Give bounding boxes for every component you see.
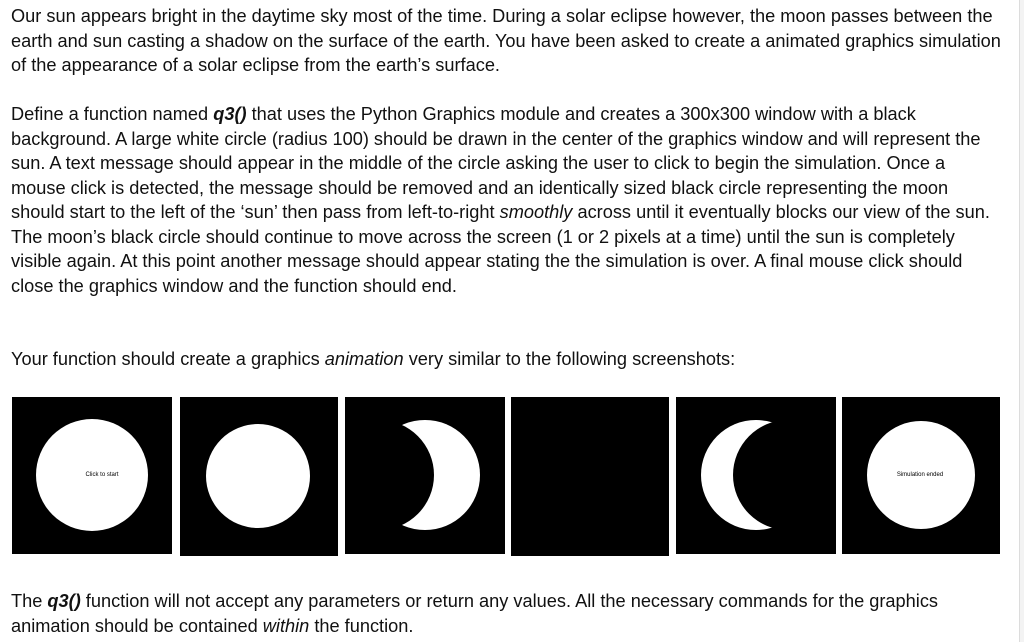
screenshot-total-eclipse [511, 397, 669, 556]
definition-paragraph [11, 102, 1001, 298]
final-text-2: function will not accept any parameters or return any values. All the necessary commands for the graphics animation should be contained [11, 591, 939, 636]
definition-text-3: across until it eventually blocks our view of the sun. The moon’s black circle should continue to move across the screen (1 or 2 pixels at a time) until the sun is completely visible again. At this point another message should appear stating the the simulation is over. A final mouse click should close the graphics window and the function should end. [11, 202, 990, 296]
final-text-1: The [11, 591, 48, 611]
screenshot-click-to-start [12, 397, 172, 554]
animation-text-2: very similar to the following screenshots: [403, 349, 736, 369]
intro-paragraph: Our sun appears bright in the daytime sky most of the time. During a solar eclipse however, the moon passes between the earth and sun casting a shadow on the surface of the earth. You have been asked to create a animated graphics simulation of the appearance of a solar eclipse from the earth’s surface. [11, 6, 1001, 75]
page-edge [1019, 0, 1024, 642]
screenshot-full-sun [180, 397, 338, 556]
screenshot-moon-entering [345, 397, 505, 554]
screenshot-moon-leaving [676, 397, 836, 554]
definition-text-1: Define a function named [11, 104, 214, 124]
final-paragraph [11, 589, 1001, 638]
screenshot-simulation-ended [842, 397, 1000, 554]
final-text-3: the function. [309, 615, 414, 636]
simulation-ended-label: Simulation ended [896, 472, 944, 478]
smoothly-emphasis: smoothly [499, 202, 573, 222]
function-name: q3() [213, 104, 247, 124]
sun-circle [206, 424, 310, 528]
animation-text-1: Your function should create a graphics [11, 349, 325, 369]
final-function-name: q3() [47, 591, 81, 611]
definition-text-2: that uses the Python Graphics module and creates a 300x300 window with a black background. A large white circle (radius 100) should be drawn in the center of the graphics window and will represent the sun. A text message should appear in the middle of the circle asking the user to click to begin the simulation. Once a mouse click is detected, the message should be removed and an identically sized black circle representing the moon should start to the left of the ‘sun’ then pass from left-to-right [11, 104, 981, 222]
click-to-start-label: Click to start [85, 472, 119, 478]
animation-paragraph [11, 347, 1001, 372]
animation-emphasis: animation [324, 349, 404, 369]
within-emphasis: within [262, 615, 310, 636]
